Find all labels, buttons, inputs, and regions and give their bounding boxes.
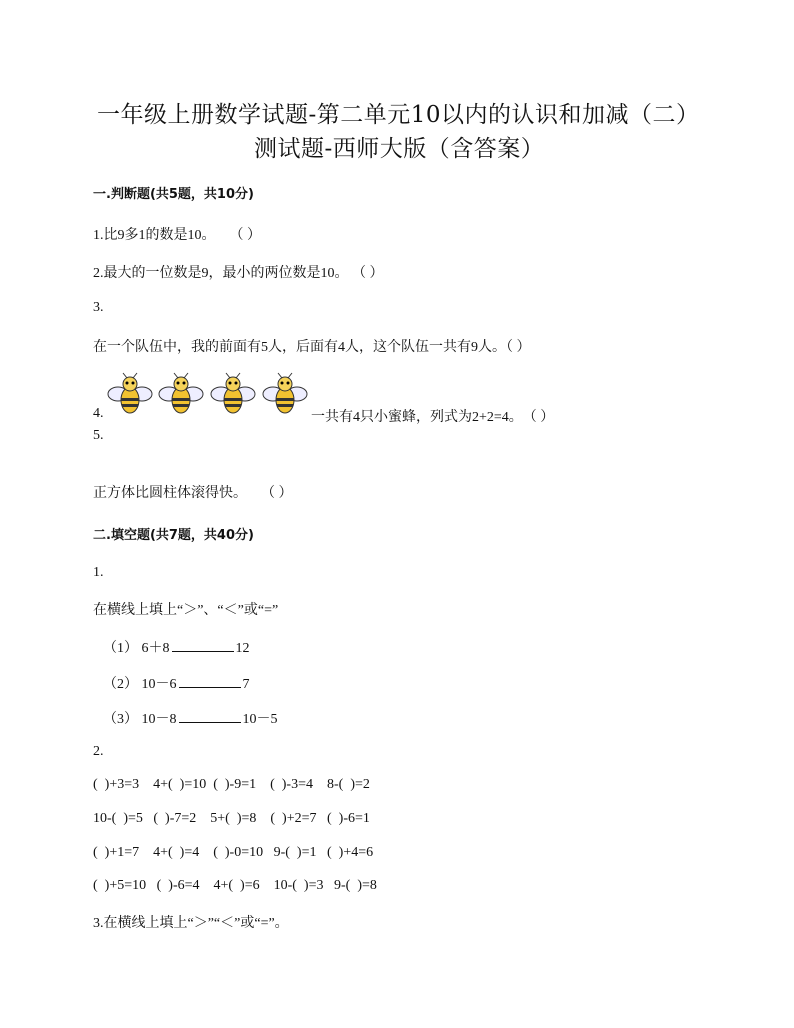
fill-question-3: 3.在横线上填上“＞”“＜”或“=”。	[93, 916, 289, 931]
question-1: 1.比9多1的数是10。 （ ）	[93, 228, 261, 243]
answer-blank[interactable]	[179, 675, 241, 688]
fill-question-2-number: 2.	[93, 744, 104, 759]
compare-item-left: 10－6	[141, 677, 177, 692]
fill-question-1-number: 1.	[93, 565, 104, 580]
question-5-text: 正方体比圆柱体滚得快。 （ ）	[93, 486, 293, 501]
question-3-text: 在一个队伍中，我的前面有5人，后面有4人，这个队伍一共有9人。（ ）	[93, 340, 531, 355]
question-5-number: 5.	[93, 428, 104, 443]
question-3-number: 3.	[93, 300, 104, 315]
page-title-line2: 测试题-西师大版（含答案）	[254, 136, 545, 162]
bee-icon	[209, 372, 257, 416]
bee-icon	[157, 372, 205, 416]
equation-row-1: ( )+3=3 4+( )=10 ( )-9=1 ( )-3=4 8-( )=2	[93, 777, 370, 792]
compare-item-right: 12	[235, 641, 250, 656]
question-2: 2.最大的一位数是9，最小的两位数是10。 （ ）	[93, 266, 384, 281]
page-title-line1: 一年级上册数学试题-第二单元10以内的认识和加减（二）	[97, 102, 700, 128]
compare-item-left: 10－8	[141, 712, 177, 727]
compare-item-right: 7	[242, 677, 250, 692]
compare-item-label: （1）	[103, 641, 138, 656]
compare-item-2	[103, 673, 250, 693]
equation-row-3: ( )+1=7 4+( )=4 ( )-0=10 9-( )=1 ( )+4=6	[93, 845, 374, 860]
compare-item-label: （3）	[103, 712, 138, 727]
question-4-number: 4.	[93, 406, 104, 421]
equation-row-2: 10-( )=5 ( )-7=2 5+( )=8 ( )+2=7 ( )-6=1	[93, 811, 370, 826]
section-heading-judgement: 一.判断题(共5题，共10分)	[93, 187, 254, 202]
compare-item-3	[103, 708, 278, 728]
answer-blank[interactable]	[172, 639, 234, 652]
compare-item-label: （2）	[103, 677, 138, 692]
question-4-text: 一共有4只小蜜蜂，列式为2+2=4。 （ ）	[311, 410, 555, 425]
section-heading-fill-blank: 二.填空题(共7题，共40分)	[93, 528, 254, 543]
equation-row-4: ( )+5=10 ( )-6=4 4+( )=6 10-( )=3 9-( )=8	[93, 878, 377, 893]
compare-item-1	[103, 637, 250, 657]
compare-item-right: 10－5	[242, 712, 278, 727]
bee-icon	[106, 372, 154, 416]
compare-item-left: 6＋8	[141, 641, 170, 656]
fill-question-1-instruction: 在横线上填上“＞”、“＜”或“=”	[93, 603, 279, 618]
bee-icon	[261, 372, 309, 416]
answer-blank[interactable]	[179, 710, 241, 723]
